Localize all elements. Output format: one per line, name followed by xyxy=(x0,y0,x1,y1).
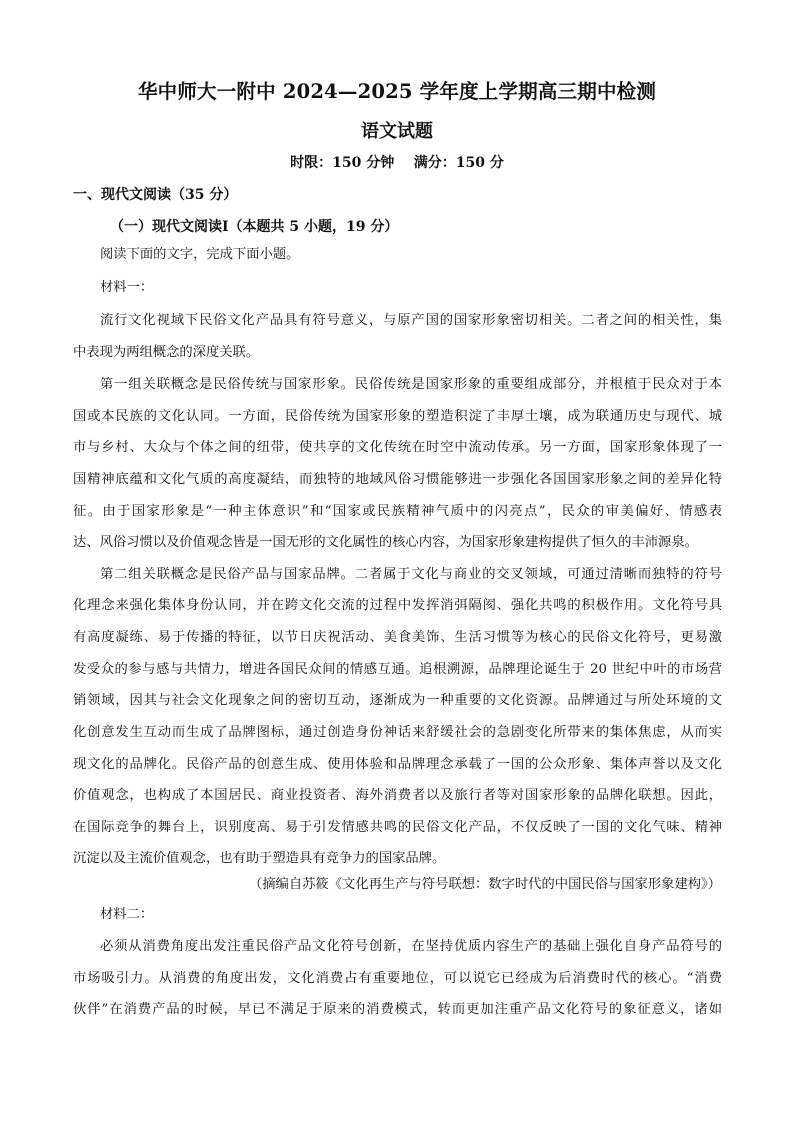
paragraph-line: 价值观念，也构成了本国居民、商业投资者、海外消费者以及旅行者等对国家形象的品牌化联想。因此， xyxy=(73,788,722,803)
paragraph-line: 国或本民族的文化认同。一方面，民俗传统为国家形象的塑造积淀了丰厚土壤，成为联通历史与现代、城 xyxy=(73,409,722,424)
paragraph-line: 现文化的品牌化。民俗产品的创意生成、使用体验和品牌理念承载了一国的公众形象、集体声誉以及文化 xyxy=(73,757,722,772)
paragraph-line: 流行文化视域下民俗文化产品具有符号意义，与原产国的国家形象密切相关。二者之间的相关性，集 xyxy=(100,313,722,328)
paragraph-line: 中表现为两组概念的深度关联。 xyxy=(73,345,260,360)
paragraph-line: 化创意发生互动而生成了品牌图标，通过创造身份神话来舒缓社会的急剧变化所带来的集体焦虑，从而实 xyxy=(73,725,722,740)
paragraph-line: 市场吸引力。从消费的角度出发，文化消费占有重要地位，可以说它已经成为后消费时代的核心。“消费 xyxy=(73,971,722,986)
section-heading: 一、现代文阅读（35 分） xyxy=(73,187,238,203)
paragraph-line: 第二组关联概念是民俗产品与国家品牌。二者属于文化与商业的交叉领域，可通过清晰而独特的符号 xyxy=(100,567,722,582)
paragraph-line: 市与乡村、大众与个体之间的纽带，使共享的文化传统在时空中流动传承。另一方面，国家形象体现了一 xyxy=(73,440,722,455)
time-limit: 时限：150 分钟 满分：150 分 xyxy=(290,155,504,171)
source-citation: （摘编自苏筱《文化再生产与符号联想：数字时代的中国民俗与国家形象建构》） xyxy=(248,877,721,892)
paragraph-line: 征。由于国家形象是“一种主体意识”和“国家或民族精神气质中的闪亮点”，民众的审美偏好、情感表 xyxy=(73,504,722,519)
paragraph-line: 在国际竞争的舞台上，识别度高、易于引发情感共鸣的民俗文化产品，不仅反映了一国的文化气味、精神 xyxy=(73,820,722,835)
material-1-label: 材料一： xyxy=(100,280,154,295)
paragraph-line: 销领域，因其与社会文化现象之间的密切互动，逐渐成为一种重要的文化资源。品牌通过与所处环境的文 xyxy=(73,693,722,708)
paragraph-line: 化理念来强化集体身份认同，并在跨文化交流的过程中发挥消弭隔阂、强化共鸣的积极作用。文化符号具 xyxy=(73,598,722,613)
exam-subtitle: 语文试题 xyxy=(361,121,433,142)
paragraph-line: 国精神底蕴和文化气质的高度凝结，而独特的地域风俗习惯能够进一步强化各国国家形象之间的差异化特 xyxy=(73,472,722,487)
sub-section-heading: （一）现代文阅读Ⅰ（本题共 5 小题，19 分） xyxy=(110,219,399,235)
paragraph-line: 第一组关联概念是民俗传统与国家形象。民俗传统是国家形象的重要组成部分，并根植于民众对于本 xyxy=(100,377,722,392)
paragraph-line: 达、风俗习惯以及价值观念皆是一国无形的文化属性的核心内容，为国家形象建构提供了恒久的丰沛源泉。 xyxy=(73,535,698,550)
paragraph-line: 有高度凝练、易于传播的特征，以节日庆祝活动、美食美饰、生活习惯等为核心的民俗文化符号，更易激 xyxy=(73,630,722,645)
paragraph-line: 发受众的参与感与共情力，增进各国民众间的情感互通。追根溯源，品牌理论诞生于 20 世纪中叶的市场营 xyxy=(73,662,722,677)
paragraph-line: 沉淀以及主流价值观念，也有助于塑造具有竞争力的国家品牌。 xyxy=(73,851,446,866)
instruction-text: 阅读下面的文字，完成下面小题。 xyxy=(100,247,300,262)
material-2-label: 材料二： xyxy=(100,907,154,922)
paragraph-line: 必须从消费角度出发注重民俗产品文化符号创新，在坚持优质内容生产的基础上强化自身产品符号的 xyxy=(100,939,722,954)
paragraph-line: 伙伴”在消费产品的时候，早已不满足于原来的消费模式，转而更加注重产品文化符号的象征意义，诸如 xyxy=(73,1002,722,1017)
exam-title: 华中师大一附中 2024—2025 学年度上学期高三期中检测 xyxy=(137,80,657,103)
